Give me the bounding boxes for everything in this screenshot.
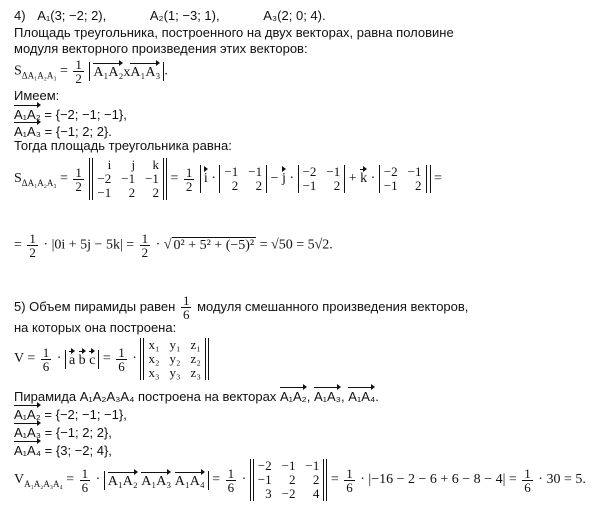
- minor-k-cell-1-1: 2: [415, 178, 422, 193]
- cross-matrix-cell-2-2: 2: [152, 185, 159, 200]
- cross-matrix-cell-1-0: −2: [97, 171, 112, 186]
- cross-matrix-cell-0-1: j: [131, 157, 136, 172]
- volume-matrix-cell-1-2: 2: [312, 472, 320, 487]
- vector-a1a2-line: A₁A₂ = {−2; −1; −1},: [14, 104, 127, 123]
- minor-k-cell-0-0: −2: [383, 164, 398, 179]
- minor-k-cell-1-0: −1: [383, 178, 398, 193]
- part4-text1: Площадь треугольника, построенного на двух векторах, равна половине: [14, 25, 454, 40]
- part4-points-line: [14, 8, 326, 24]
- coord-matrix-cell-1-0: x₂: [148, 351, 160, 366]
- cross-matrix-cell-0-2: k: [152, 157, 159, 172]
- coord-matrix-cell-0-2: z₁: [190, 337, 201, 352]
- then-label: Тогда площадь треугольника равна:: [14, 138, 232, 153]
- volume-matrix-cell-1-1: 2: [288, 472, 296, 487]
- area-result-mid: |0i + 5j − 5k| =: [51, 237, 135, 253]
- volume-formula: V = $\frac{1}{6}$ · a b c = $\frac{1}{6}$ · x₁ y₁ z₁ x₂ y₂ z₂ x₃ y₃ z₃: [14, 338, 209, 380]
- volume-result-end: · 30 = 5.: [538, 472, 586, 488]
- minor-j-cell-0-0: −2: [302, 164, 317, 179]
- volume-result: $V_{A_1A_2A_3A_4}$ = $\frac{1}{6}$ · A₁A₂ A₁A₃ A₁A₄ = $\frac{1}{6}$ · −2 −1 −1 −1 2 2 3 −2 4 = $\frac{1}{6}$ · |−16 − 2 − 6 + 6 − 8 − 4| = $\frac{1}{6}$ · 30 = 5.: [14, 458, 586, 501]
- volume-matrix: [253, 459, 325, 501]
- point-a1: A₁(3; −2; 2),: [37, 8, 107, 23]
- minor-k-cell-0-1: −1: [407, 164, 422, 179]
- cross-product-matrix: [92, 158, 164, 200]
- volume-matrix-cell-0-2: −1: [305, 458, 320, 473]
- cross-matrix-cell-0-0: i: [107, 157, 112, 172]
- area-result-end: = √50 = 5√2.: [259, 237, 333, 253]
- area-result: = $\frac{1}{2}$ · |0i + 5j − 5k| = $\frac{1}{2}$ · √ 0² + 5² + (−5)² = √50 = 5√2.: [14, 231, 333, 260]
- part4-text2: модуля векторного произведения этих векторов:: [14, 41, 308, 56]
- minor-i-cell-0-0: −1: [224, 164, 239, 179]
- area-formula: $S_{\Delta A_1A_2A_3}$ = $\frac{1}{2}$ A₁A₂xA₁A₃ .: [14, 57, 168, 86]
- volume-matrix-cell-0-0: −2: [257, 458, 272, 473]
- vector5-a1a4-value: = {3; −2; 4},: [44, 443, 112, 458]
- part5-text2: на которых она построена:: [14, 320, 177, 335]
- coord-matrix-cell-1-2: z₂: [190, 351, 201, 366]
- part5-text1a: 5) Объем пирамиды равен: [14, 298, 176, 314]
- coord-matrix-cell-2-2: z₃: [190, 365, 201, 380]
- minor-i: [219, 165, 267, 193]
- vector5-a1a3-value: = {−1; 2; 2},: [44, 425, 112, 440]
- minor-j-cell-1-0: −1: [302, 178, 317, 193]
- part5-text1b: модуля смешанного произведения векторов,: [197, 298, 469, 314]
- volume-matrix-cell-2-1: −2: [281, 486, 296, 501]
- coord-matrix-cell-1-1: y₂: [169, 351, 181, 366]
- point-a2: A₂(1; −3; 1),: [149, 8, 220, 23]
- point-a3: A₃(2; 0; 4).: [263, 8, 326, 23]
- minor-j: [298, 165, 346, 193]
- volume-matrix-cell-1-0: −1: [257, 472, 272, 487]
- minor-j-cell-0-1: −1: [326, 164, 341, 179]
- coord-matrix-cell-0-0: x₁: [148, 337, 160, 352]
- coord-matrix-cell-2-0: x₃: [148, 365, 160, 380]
- minor-i-cell-0-1: −1: [248, 164, 263, 179]
- vector-a1a3-value: = {−1; 2; 2}.: [44, 124, 112, 139]
- cross-matrix-cell-2-0: −1: [97, 185, 112, 200]
- minor-i-cell-1-0: 2: [231, 178, 239, 193]
- pyramid-text: Пирамида A₁A₂A₃A₄ построена на векторах: [14, 389, 277, 404]
- area-determinant: $S_{\Delta A_1A_2A_3}$ = $\frac{1}{2}$ i j k −2 −1 −1 −1 2 2 = $\frac{1}{2}$ i · −1 −1 2 2 − j · −2 −1 −1 2 + k · −2 −1 −1 2 =: [14, 157, 442, 200]
- minor-i-cell-1-1: 2: [255, 178, 263, 193]
- vector5-a1a2-value: = {−2; −1; −1},: [44, 407, 127, 422]
- have-label: Имеем:: [14, 88, 60, 103]
- vector-a1a2-value: = {−2; −1; −1},: [44, 107, 127, 122]
- vector-a1a3-line: A₁A₃ = {−1; 2; 2}.: [14, 121, 112, 140]
- volume-matrix-cell-2-0: 3: [265, 486, 272, 501]
- cross-matrix-cell-2-1: 2: [128, 185, 136, 200]
- coordinate-matrix: [143, 338, 205, 380]
- volume-result-mid: |−16 − 2 − 6 + 6 − 8 − 4| =: [368, 472, 517, 488]
- volume-matrix-cell-0-1: −1: [281, 458, 296, 473]
- cross-matrix-cell-1-1: −1: [121, 171, 136, 186]
- vector5-a1a4-line: A₁A₄ = {3; −2; 4},: [14, 440, 112, 459]
- pyramid-line: Пирамида A₁A₂A₃A₄ построена на векторах A₁A₂, A₁A₃, A₁A₄.: [14, 386, 379, 405]
- part4-heading: 4): [14, 8, 26, 23]
- minor-j-cell-1-1: 2: [333, 178, 341, 193]
- vector5-a1a2-line: A₁A₂ = {−2; −1; −1},: [14, 404, 127, 423]
- volume-matrix-cell-2-2: 4: [312, 486, 320, 501]
- area-result-sqrt: 0² + 5² + (−5)²: [173, 237, 255, 253]
- coord-matrix-cell-0-1: y₁: [169, 337, 181, 352]
- vector5-a1a3-line: A₁A₃ = {−1; 2; 2},: [14, 422, 112, 441]
- cross-matrix-cell-1-2: −1: [145, 171, 159, 186]
- minor-k: [379, 165, 427, 193]
- coord-matrix-cell-2-1: y₃: [169, 365, 181, 380]
- part5-text1: 5) Объем пирамиды равен $\frac{1}{6}$ модуля смешанного произведения векторов,: [14, 293, 469, 322]
